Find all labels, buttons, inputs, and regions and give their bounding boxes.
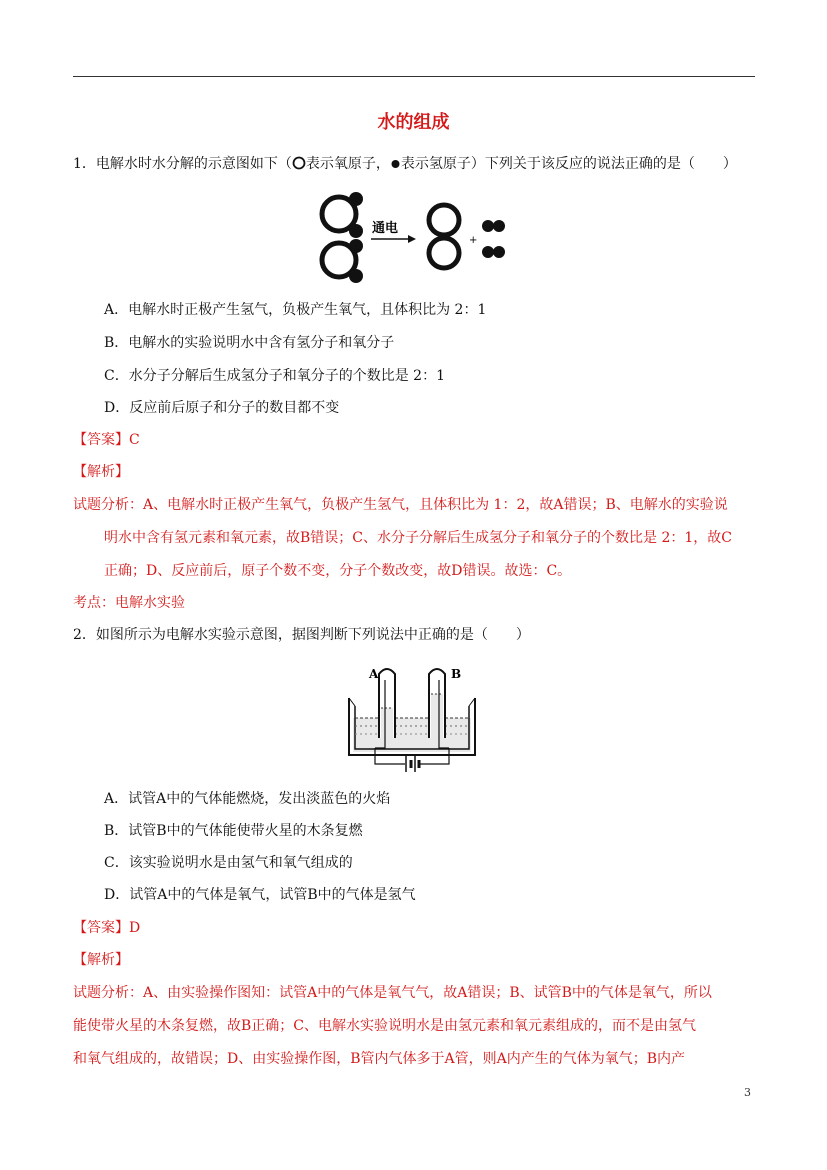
q1-analysis-line-1: 试题分析：A、电解水时正极产生氧气，负极产生氢气，且体积比为 1：2，故A错误；B、电解水的实验说 <box>73 497 728 513</box>
arrow-label: 通电 <box>372 221 399 236</box>
header-rule <box>73 76 755 77</box>
q1-option-b: B．电解水的实验说明水中含有氢分子和氧分子 <box>104 335 395 351</box>
q2-analysis-line-1: 试题分析：A、由实验操作图知：试管A中的气体是氧气气，故A错误；B、试管B中的气体是氧气，所以 <box>73 985 712 1001</box>
page-number: 3 <box>744 1086 751 1099</box>
q1-kaodian: 考点：电解水实验 <box>73 595 185 611</box>
water-molecule-icon <box>322 239 363 283</box>
q1-analysis-line-2: 明水中含有氢元素和氧元素，故B错误；C、水分子分解后生成氢分子和氧分子的个数比是 2：1，故C <box>104 530 732 546</box>
q2-analysis-line-2: 能使带火星的木条复燃，故B正确；C、电解水实验说明水是由氢元素和氧元素组成的，而不是由氢气 <box>73 1018 696 1034</box>
q2-stem: 2．如图所示为电解水实验示意图，据图判断下列说法中正确的是（ ） <box>73 627 530 643</box>
q2-answer: 【答案】D <box>73 920 141 936</box>
q2-option-d: D．试管A中的气体是氧气，试管B中的气体是氢气 <box>104 887 416 903</box>
q1-stem-part-b: 表示氧原子， <box>305 156 390 172</box>
water-molecule-icon <box>322 192 363 238</box>
test-tube-b <box>429 669 449 748</box>
electrolysis-apparatus-diagram <box>345 660 480 775</box>
plus-sign: + <box>469 235 478 246</box>
q1-option-d: D．反应前后原子和分子的数目都不变 <box>104 400 340 416</box>
q2-analysis-line-3: 和氧气组成的，故错误；D、由实验操作图，B管内气体多于A管，则A内产生的气体为氧气；B内产 <box>73 1051 686 1067</box>
q2-option-a: A．试管A中的气体能燃烧，发出淡蓝色的火焰 <box>104 791 391 807</box>
q1-stem <box>73 154 737 174</box>
q2-option-c: C．该实验说明水是由氢气和氧气组成的 <box>104 855 353 871</box>
q1-stem-part-c: 表示氢原子）下列关于该反应的说法正确的是（ ） <box>400 156 737 172</box>
hydrogen-molecule-icon <box>482 220 505 232</box>
q1-stem-part-a: 1．电解水时水分解的示意图如下（ <box>73 156 292 172</box>
oxygen-atom-icon <box>292 156 306 170</box>
q1-answer: 【答案】C <box>73 432 140 448</box>
q1-analysis-line-3: 正确；D、反应前后，原子个数不变，分子个数改变，故D错误。故选：C。 <box>104 563 572 579</box>
page-title: 水的组成 <box>377 112 450 133</box>
q1-option-c: C．水分子分解后生成氢分子和氧分子的个数比是 2：1 <box>104 368 445 384</box>
oxygen-molecule-icon <box>429 205 459 268</box>
q1-analysis-heading: 【解析】 <box>73 464 129 480</box>
tube-a-label: A <box>369 667 379 681</box>
electrolysis-molecule-diagram <box>315 190 520 286</box>
q2-analysis-heading: 【解析】 <box>73 952 129 968</box>
hydrogen-molecule-icon <box>482 246 505 258</box>
arrow-icon <box>371 235 416 243</box>
hydrogen-atom-icon <box>390 158 401 170</box>
tube-b-label: B <box>451 667 462 681</box>
q1-option-a: A．电解水时正极产生氢气，负极产生氧气，且体积比为 2：1 <box>104 302 487 318</box>
q2-option-b: B．试管B中的气体能使带火星的木条复燃 <box>104 823 363 839</box>
